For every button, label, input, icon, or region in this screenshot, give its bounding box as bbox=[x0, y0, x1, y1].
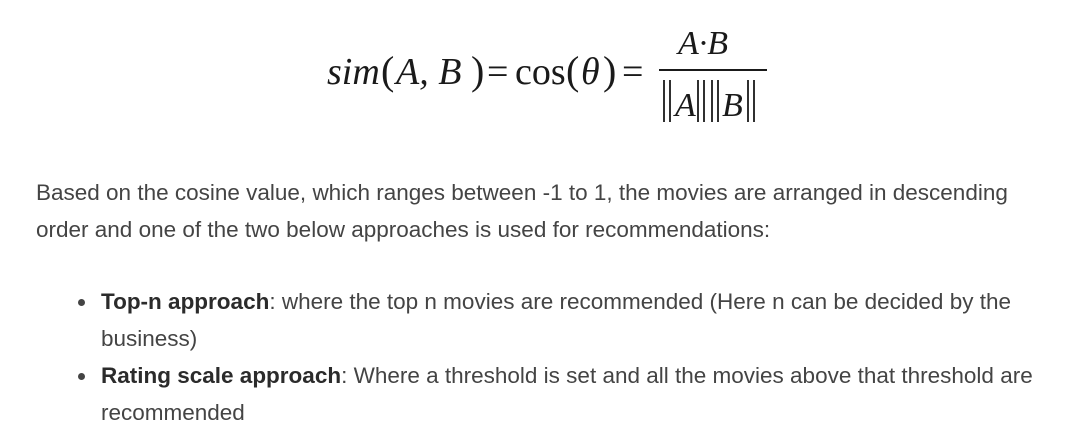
formula-close-paren: ) bbox=[471, 48, 485, 93]
approach-list bbox=[0, 283, 1079, 431]
formula-numerator: A·B bbox=[678, 25, 729, 62]
list-item bbox=[0, 283, 1051, 357]
formula-denominator-a: A bbox=[675, 87, 696, 124]
approach-term: Rating scale approach bbox=[101, 363, 342, 388]
formula-args: A, B bbox=[396, 51, 462, 93]
explanation-paragraph: Based on the cosine value, which ranges between -1 to 1, the movies are arranged in descending order and one of the two below approaches is used for recommendations: bbox=[36, 180, 1008, 242]
bullet-icon bbox=[78, 373, 85, 380]
approach-description: : where the top n movies are recommended (Here n can be decided by the business) bbox=[101, 289, 1011, 351]
list-item bbox=[0, 357, 1051, 431]
cosine-similarity-formula bbox=[0, 0, 1079, 140]
formula-graphic bbox=[0, 0, 1079, 140]
formula-equals-1: = bbox=[487, 51, 509, 93]
approach-term: Top-n approach bbox=[101, 289, 270, 314]
formula-open-paren: ( bbox=[381, 48, 395, 93]
formula-equals-2: = bbox=[622, 51, 644, 93]
formula-theta-open: ( bbox=[566, 48, 580, 93]
formula-theta: θ bbox=[581, 51, 600, 93]
formula-cos: cos bbox=[515, 51, 566, 93]
formula-denominator-b: B bbox=[722, 87, 743, 124]
approach-description: : Where a threshold is set and all the movies above that threshold are recommended bbox=[101, 363, 1033, 425]
formula-func: sim bbox=[327, 51, 380, 93]
bullet-icon bbox=[78, 299, 85, 306]
formula-theta-close: ) bbox=[603, 48, 617, 93]
